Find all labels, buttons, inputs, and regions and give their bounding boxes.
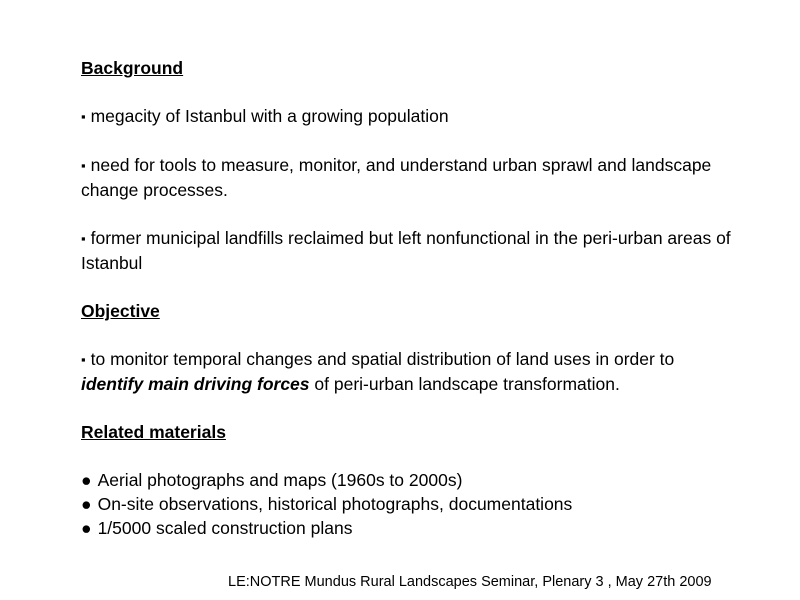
objective-text-emphasis: identify main driving forces [81, 374, 310, 394]
background-bullet-1-text: megacity of Istanbul with a growing population [90, 106, 449, 126]
square-bullet-icon: ▪ [81, 231, 86, 246]
list-item [81, 516, 731, 540]
round-bullet-icon: ● [81, 470, 92, 490]
list-item [81, 492, 731, 516]
background-bullet-2 [81, 153, 731, 202]
square-bullet-icon: ▪ [81, 158, 86, 173]
square-bullet-icon: ▪ [81, 109, 86, 124]
background-bullet-3 [81, 226, 731, 275]
background-bullet-1 [81, 104, 731, 129]
objective-heading: Objective [81, 301, 160, 321]
background-heading: Background [81, 58, 184, 78]
slide-content [81, 56, 731, 540]
round-bullet-icon: ● [81, 494, 92, 514]
list-item [81, 468, 731, 492]
related-materials-heading: Related materials [81, 422, 226, 442]
related-material-3: 1/5000 scaled construction plans [97, 518, 353, 538]
objective-text-before: to monitor temporal changes and spatial distribution of land uses in order to [90, 349, 675, 369]
related-material-2: On-site observations, historical photographs, documentations [97, 494, 573, 514]
slide-footer: LE:NOTRE Mundus Rural Landscapes Seminar, Plenary 3 , May 27th 2009 [228, 574, 712, 590]
related-material-1: Aerial photographs and maps (1960s to 2000s) [97, 470, 463, 490]
square-bullet-icon: ▪ [81, 352, 86, 367]
background-bullet-2-text: need for tools to measure, monitor, and understand urban sprawl and landscape change processes. [81, 155, 712, 200]
objective-bullet [81, 347, 731, 396]
background-bullet-3-text: former municipal landfills reclaimed but left nonfunctional in the peri-urban areas of Istanbul [81, 228, 731, 273]
objective-text-after: of peri-urban landscape transformation. [309, 374, 620, 394]
round-bullet-icon: ● [81, 518, 92, 538]
